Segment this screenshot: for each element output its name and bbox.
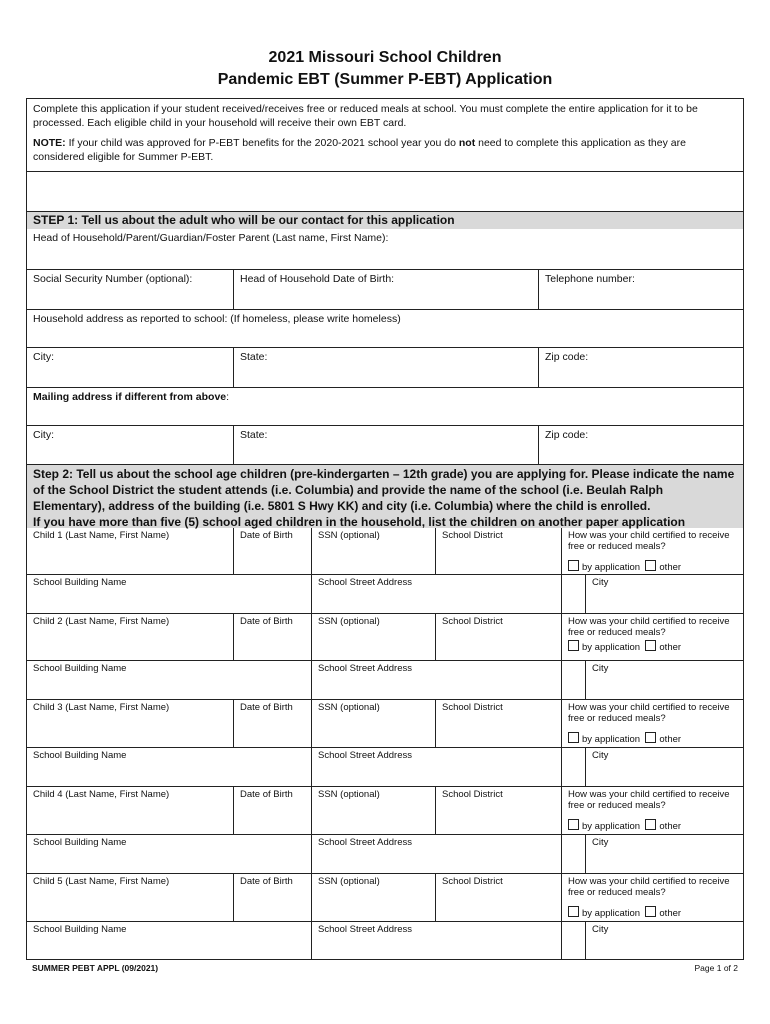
page-number: Page 1 of 2 <box>694 963 738 973</box>
other-label: other <box>659 562 682 573</box>
spacer-cell <box>561 661 585 699</box>
certification-question: How was your child certified to receive free or reduced meals? <box>568 530 730 552</box>
other-checkbox[interactable] <box>645 906 656 917</box>
school-street-field[interactable]: School Street Address <box>311 575 561 613</box>
other-label: other <box>659 908 682 919</box>
child-name-field[interactable]: Child 1 (Last Name, First Name) <box>33 530 170 541</box>
spacer-cell <box>561 835 585 873</box>
certification-cell <box>561 787 743 834</box>
child-ssn-field[interactable]: SSN (optional) <box>311 528 435 574</box>
by-application-checkbox[interactable] <box>568 560 579 571</box>
school-building-field[interactable]: School Building Name <box>33 837 127 848</box>
child-dob-field[interactable]: Date of Birth <box>233 787 311 834</box>
by-application-label: by application <box>582 908 641 919</box>
mailing-state-field[interactable]: State: <box>233 426 538 464</box>
child-school-row <box>27 574 743 613</box>
certification-options <box>568 560 737 573</box>
title-line-1: 2021 Missouri School Children <box>268 49 502 66</box>
by-application-label: by application <box>582 734 641 745</box>
child-row <box>27 528 743 574</box>
head-name-row <box>27 229 743 269</box>
certification-question: How was your child certified to receive free or reduced meals? <box>568 702 730 724</box>
school-city-field[interactable]: City <box>585 661 743 699</box>
certification-cell <box>561 874 743 921</box>
certification-options <box>568 906 737 919</box>
child-dob-field[interactable]: Date of Birth <box>233 700 311 747</box>
child-ssn-field[interactable]: SSN (optional) <box>311 787 435 834</box>
certification-cell <box>561 528 743 574</box>
school-city-field[interactable]: City <box>585 748 743 786</box>
child-ssn-field[interactable]: SSN (optional) <box>311 614 435 660</box>
child-school-row <box>27 747 743 786</box>
other-label: other <box>659 642 682 653</box>
intro-section <box>27 99 743 171</box>
spacer-cell <box>561 922 585 959</box>
child-row <box>27 873 743 921</box>
step2-header <box>27 465 743 528</box>
household-address-field[interactable]: Household address as reported to school: (If homeless, please write homeless) <box>33 313 401 325</box>
spacer-cell <box>561 748 585 786</box>
title-line-2: Pandemic EBT (Summer P-EBT) Application <box>217 71 553 88</box>
child-school-row <box>27 660 743 699</box>
school-building-field[interactable]: School Building Name <box>33 924 127 935</box>
other-label: other <box>659 734 682 745</box>
school-street-field[interactable]: School Street Address <box>311 922 561 959</box>
city-state-zip-row <box>27 347 743 387</box>
blank-cell <box>27 172 743 211</box>
child-district-field[interactable]: School District <box>435 700 561 747</box>
certification-question: How was your child certified to receive free or reduced meals? <box>568 876 730 898</box>
application-form <box>26 98 744 960</box>
child-dob-field[interactable]: Date of Birth <box>233 528 311 574</box>
school-building-field[interactable]: School Building Name <box>33 750 127 761</box>
school-street-field[interactable]: School Street Address <box>311 835 561 873</box>
form-id: SUMMER PEBT APPL (09/2021) <box>32 963 159 973</box>
other-label: other <box>659 821 682 832</box>
step2-extra-children-note: If you have more than five (5) school aged children in the household, list the children on another paper application <box>33 515 686 529</box>
child-name-field[interactable]: Child 5 (Last Name, First Name) <box>33 876 170 887</box>
child-school-row <box>27 834 743 873</box>
address-row <box>27 309 743 347</box>
school-city-field[interactable]: City <box>585 922 743 959</box>
children-section <box>27 528 743 959</box>
other-checkbox[interactable] <box>645 819 656 830</box>
mailing-zip-field[interactable]: Zip code: <box>538 426 743 464</box>
mailing-row <box>27 387 743 425</box>
mailing-label: Mailing address if different from above <box>33 391 227 403</box>
step1-header: STEP 1: Tell us about the adult who will be our contact for this application <box>27 212 743 229</box>
intro-paragraph: Complete this application if your student received/receives free or reduced meals at school. You must complete the entire application for it to be processed. Each eligible child in your household will receive their own EBT card. <box>33 103 698 129</box>
by-application-checkbox[interactable] <box>568 819 579 830</box>
note-label: NOTE: <box>33 137 66 149</box>
child-row <box>27 786 743 834</box>
certification-question: How was your child certified to receive free or reduced meals? <box>568 789 730 811</box>
head-of-household-name-field[interactable]: Head of Household/Parent/Guardian/Foster Parent (Last name, First Name): <box>33 232 389 244</box>
ssn-dob-phone-row <box>27 269 743 309</box>
child-dob-field[interactable]: Date of Birth <box>233 614 311 660</box>
by-application-checkbox[interactable] <box>568 906 579 917</box>
note-text-2: need to complete this application as they are considered eligible for Summer P-EBT. <box>33 137 686 163</box>
child-dob-field[interactable]: Date of Birth <box>233 874 311 921</box>
zip-field[interactable]: Zip code: <box>538 348 743 387</box>
child-row <box>27 699 743 747</box>
school-building-field[interactable]: School Building Name <box>33 663 127 674</box>
certification-options <box>568 640 737 653</box>
child-district-field[interactable]: School District <box>435 528 561 574</box>
school-city-field[interactable]: City <box>585 835 743 873</box>
state-field[interactable]: State: <box>233 348 538 387</box>
head-dob-field[interactable]: Head of Household Date of Birth: <box>233 270 538 309</box>
certification-options <box>568 732 737 745</box>
mailing-colon: : <box>226 391 230 403</box>
note-text-1: If your child was approved for P-EBT benefits for the 2020-2021 school year you do <box>65 137 459 149</box>
by-application-label: by application <box>582 821 641 832</box>
by-application-label: by application <box>582 642 641 653</box>
school-building-field[interactable]: School Building Name <box>33 577 127 588</box>
other-checkbox[interactable] <box>645 640 656 651</box>
telephone-field[interactable]: Telephone number: <box>538 270 743 309</box>
other-checkbox[interactable] <box>645 560 656 571</box>
step1-header-row <box>27 211 743 229</box>
by-application-checkbox[interactable] <box>568 732 579 743</box>
child-district-field[interactable]: School District <box>435 787 561 834</box>
child-name-field[interactable]: Child 2 (Last Name, First Name) <box>33 616 170 627</box>
ssn-field[interactable]: Social Security Number (optional): <box>33 273 193 285</box>
child-row <box>27 613 743 660</box>
mailing-address-field[interactable] <box>27 388 743 425</box>
blank-row <box>27 171 743 211</box>
child-district-field[interactable]: School District <box>435 874 561 921</box>
child-district-field[interactable]: School District <box>435 614 561 660</box>
mailing-city-field[interactable]: City: <box>33 429 54 441</box>
certification-cell <box>561 614 743 660</box>
other-checkbox[interactable] <box>645 732 656 743</box>
city-field[interactable]: City: <box>33 351 54 363</box>
child-school-row <box>27 921 743 959</box>
child-name-field[interactable]: Child 3 (Last Name, First Name) <box>33 702 170 713</box>
certification-question: How was your child certified to receive free or reduced meals? <box>568 616 730 638</box>
school-street-field[interactable]: School Street Address <box>311 748 561 786</box>
school-street-field[interactable]: School Street Address <box>311 661 561 699</box>
note-text-bold: not <box>458 137 476 149</box>
certification-cell <box>561 700 743 747</box>
step2-header-row <box>27 464 743 528</box>
mailing-city-state-zip-row <box>27 425 743 464</box>
spacer-cell <box>561 575 585 613</box>
intro-note <box>33 136 737 164</box>
step2-instructions: Step 2: Tell us about the school age children (pre-kindergarten – 12th grade) you are applying for. Please indicate the name of the School District the student attends (i.e. Columbia) and provide the name of the school (i.e. Beulah Ralph Elementary), address of the building (i.e. 5801 S Hwy KK) and city (i.e. Columbia) where the child is enrolled. <box>33 467 735 513</box>
by-application-checkbox[interactable] <box>568 640 579 651</box>
school-city-field[interactable]: City <box>585 575 743 613</box>
by-application-label: by application <box>582 562 641 573</box>
child-ssn-field[interactable]: SSN (optional) <box>311 700 435 747</box>
child-name-field[interactable]: Child 4 (Last Name, First Name) <box>33 789 170 800</box>
child-ssn-field[interactable]: SSN (optional) <box>311 874 435 921</box>
certification-options <box>568 819 737 832</box>
